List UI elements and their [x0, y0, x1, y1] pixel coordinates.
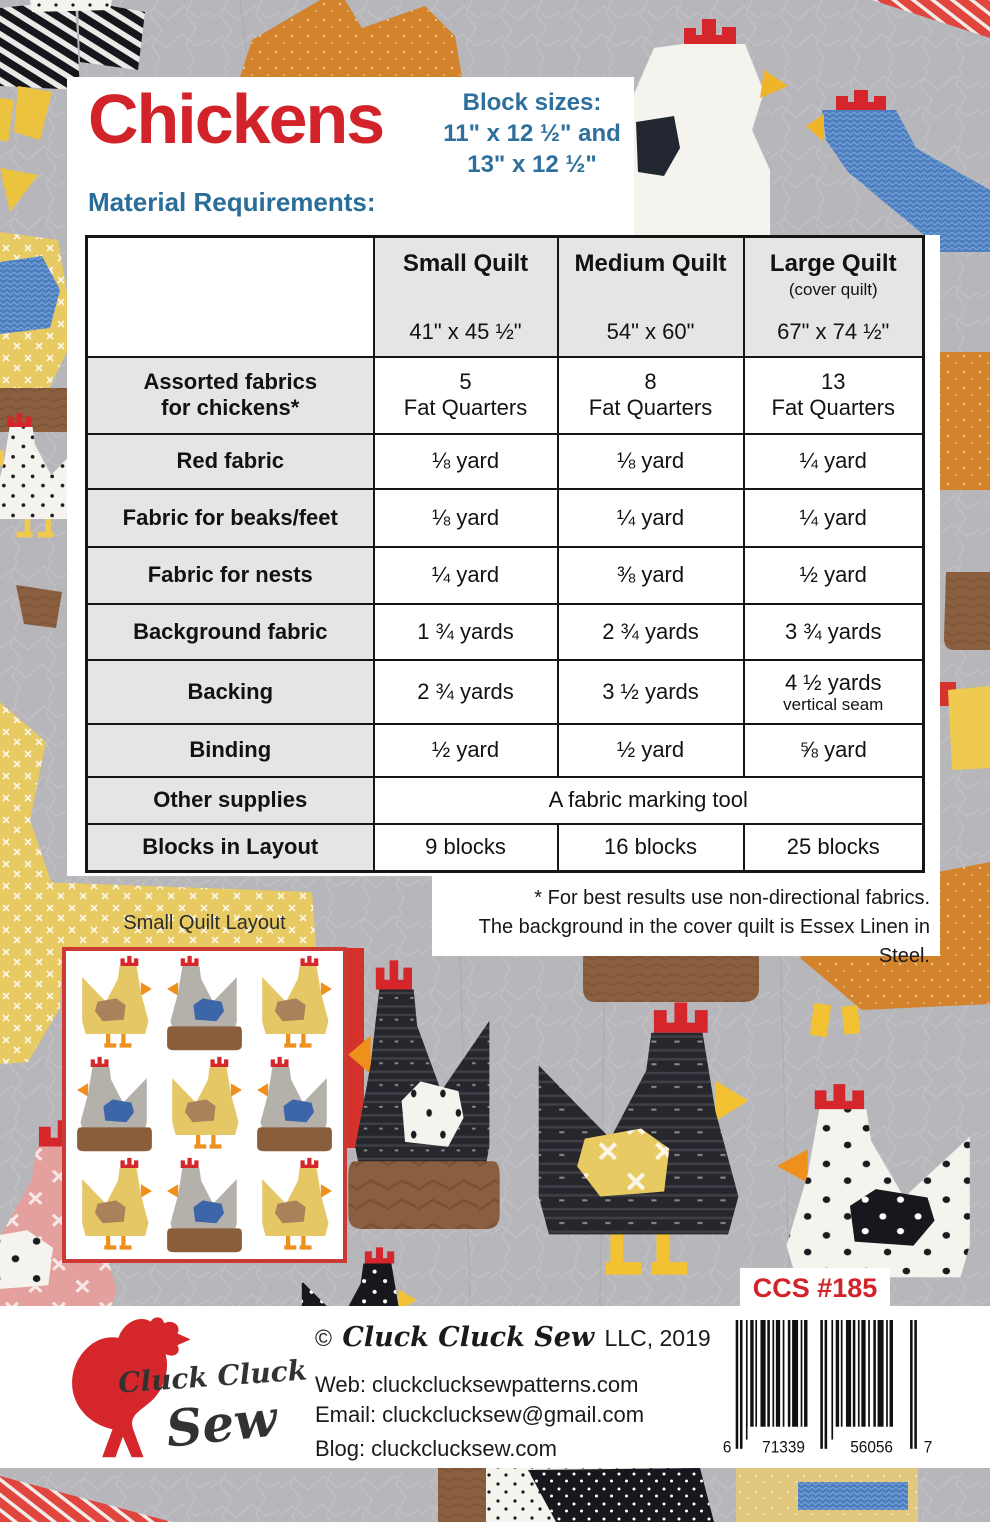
value-line: ½ yard	[616, 737, 685, 762]
value-line: ½ yard	[799, 562, 867, 587]
barcode-digit-trail: 7	[923, 1439, 933, 1457]
logo-text-line-1: Cluck Cluck	[117, 1353, 309, 1400]
row-label	[87, 604, 374, 660]
value-cell	[374, 660, 558, 724]
copyright-suffix: LLC, 2019	[604, 1325, 711, 1351]
row-label-line: for chickens*	[161, 395, 300, 420]
value-cell	[744, 547, 924, 604]
value-cell	[558, 434, 744, 489]
value-cell	[744, 434, 924, 489]
value-line: ¼ yard	[799, 504, 867, 530]
value-cell	[374, 824, 558, 872]
column-size: 54" x 60"	[606, 318, 695, 344]
layout-hen-gray-r1c2	[167, 956, 242, 1050]
column-header-small-quilt	[374, 237, 558, 357]
row-label-line: Background fabric	[133, 618, 328, 644]
row-label	[87, 547, 374, 604]
copyright-symbol: ©	[315, 1325, 332, 1351]
value-line: ⅛ yard	[431, 504, 500, 530]
pattern-title: Chickens	[88, 80, 384, 158]
value-cell	[558, 489, 744, 547]
value-cell	[744, 660, 924, 724]
value-line: 2 ¾ yards	[417, 678, 514, 704]
value-line: 5	[459, 369, 472, 394]
value-line: ¼ yard	[616, 504, 685, 530]
column-size: 67" x 74 ½"	[777, 318, 890, 344]
block-size-line-2: 13" x 12 ½"	[467, 151, 597, 178]
value-line: vertical seam	[783, 694, 884, 714]
material-requirements-heading: Material Requirements:	[88, 187, 376, 217]
block-sizes-label: Block sizes:	[462, 89, 602, 116]
cluck-cluck-sew-logo	[58, 1312, 318, 1464]
small-quilt-layout-image	[66, 951, 343, 1259]
small-quilt-layout-label: Small Quilt Layout	[123, 912, 286, 934]
value-cell	[744, 824, 924, 872]
footnote-line-1: * For best results use non-directional fabrics.	[534, 887, 930, 909]
value-cell-span: A fabric marking tool	[374, 777, 924, 824]
value-cell	[744, 357, 924, 434]
table-corner-cell	[87, 237, 374, 357]
layout-hen-gray-r3c2	[167, 1158, 242, 1252]
column-name: Large Quilt	[769, 249, 897, 277]
contact-web-value: cluckclucksewpatterns.com	[371, 1372, 639, 1397]
value-line: 3 ¾ yards	[784, 618, 882, 644]
value-line: ⅛ yard	[616, 448, 685, 473]
row-label	[87, 357, 374, 434]
layout-hen-yellow-r2c2	[172, 1057, 242, 1149]
title-panel	[67, 77, 634, 237]
value-cell	[374, 724, 558, 777]
column-header-large-quilt	[744, 237, 924, 357]
footnote	[432, 876, 940, 967]
pattern-number-badge: CCS #185	[740, 1268, 890, 1306]
row-label-line: Other supplies	[153, 787, 308, 812]
contact-blog-label: Blog:	[315, 1436, 366, 1461]
logo-text-line-2: Sew	[163, 1388, 280, 1459]
value-cell	[744, 489, 924, 547]
footnote-line-2: The background in the cover quilt is Essex Linen in Steel.	[478, 916, 930, 967]
barcode-group-1: 71339	[762, 1439, 805, 1457]
value-cell	[374, 604, 558, 660]
upc-barcode-image	[722, 1320, 934, 1458]
value-cell	[744, 604, 924, 660]
value-line: 3 ½ yards	[602, 678, 699, 704]
column-note: (cover quilt)	[788, 279, 878, 299]
material-requirements-table	[85, 235, 925, 873]
copyright-line	[315, 1322, 711, 1353]
value-line: 4 ½ yards	[784, 669, 882, 695]
contact-email	[315, 1402, 644, 1428]
row-label	[87, 824, 374, 872]
value-cell	[374, 357, 558, 434]
block-size-line-1: 11" x 12 ½" and	[443, 120, 621, 147]
contact-email-value: cluckclucksew@gmail.com	[382, 1402, 645, 1427]
column-name: Medium Quilt	[574, 249, 727, 277]
publisher-bar	[0, 1306, 990, 1468]
row-label	[87, 660, 374, 724]
layout-hen-yellow-r3c3	[262, 1158, 332, 1250]
value-cell	[558, 604, 744, 660]
value-line: 8	[644, 369, 657, 394]
copyright-name: Cluck Cluck Sew	[342, 1322, 595, 1353]
value-line: ¼ yard	[799, 448, 867, 473]
value-line: ½ yard	[431, 737, 500, 762]
value-cell	[558, 357, 744, 434]
value-line: Fat Quarters	[403, 395, 528, 420]
barcode-group-2: 56056	[850, 1439, 893, 1457]
layout-hen-yellow-r1c1	[82, 956, 152, 1048]
row-label-line: Assorted fabrics	[143, 369, 318, 394]
value-line: 13	[821, 369, 846, 394]
value-line: ⅜ yard	[616, 562, 685, 587]
value-line: Fat Quarters	[771, 395, 895, 420]
row-label	[87, 489, 374, 547]
block-sizes	[432, 87, 632, 180]
contact-email-label: Email:	[315, 1402, 377, 1427]
value-cell	[558, 724, 744, 777]
row-label-line: Backing	[187, 678, 274, 704]
row-label	[87, 777, 374, 824]
contact-web	[315, 1372, 639, 1398]
value-line: 2 ¾ yards	[602, 618, 699, 644]
contact-blog-value: cluckclucksew.com	[371, 1436, 557, 1461]
value-line: 1 ¾ yards	[417, 618, 514, 644]
layout-hen-gray-r2c1	[77, 1057, 152, 1151]
barcode-digit-lead: 6	[722, 1439, 732, 1457]
row-label-line: Blocks in Layout	[142, 834, 319, 860]
value-cell	[374, 434, 558, 489]
value-cell	[558, 660, 744, 724]
value-cell	[374, 489, 558, 547]
contact-blog	[315, 1436, 557, 1462]
layout-hen-yellow-r1c3	[262, 956, 332, 1048]
layout-hen-gray-r2c3	[257, 1057, 332, 1151]
value-cell	[744, 724, 924, 777]
value-cell	[558, 824, 744, 872]
value-line: 9 blocks	[425, 834, 506, 860]
column-name: Small Quilt	[402, 249, 529, 277]
layout-hen-yellow-r3c1	[82, 1158, 152, 1250]
value-cell	[558, 547, 744, 604]
row-label	[87, 724, 374, 777]
row-label-line: Binding	[189, 737, 272, 762]
upc-barcode	[722, 1320, 934, 1458]
row-label	[87, 434, 374, 489]
value-line: 16 blocks	[604, 834, 697, 860]
value-line: Fat Quarters	[588, 395, 713, 420]
row-label-line: Fabric for nests	[147, 562, 313, 587]
value-line: 25 blocks	[786, 834, 880, 860]
row-label-line: Fabric for beaks/feet	[122, 504, 338, 530]
value-line: ⅛ yard	[431, 448, 500, 473]
contact-web-label: Web:	[315, 1372, 366, 1397]
row-label-line: Red fabric	[176, 448, 285, 473]
value-cell	[374, 547, 558, 604]
column-header-medium-quilt	[558, 237, 744, 357]
column-size: 41" x 45 ½"	[409, 318, 522, 344]
small-quilt-layout-preview	[62, 947, 347, 1263]
value-line: ¼ yard	[431, 562, 500, 587]
value-line: ⅝ yard	[799, 737, 867, 762]
